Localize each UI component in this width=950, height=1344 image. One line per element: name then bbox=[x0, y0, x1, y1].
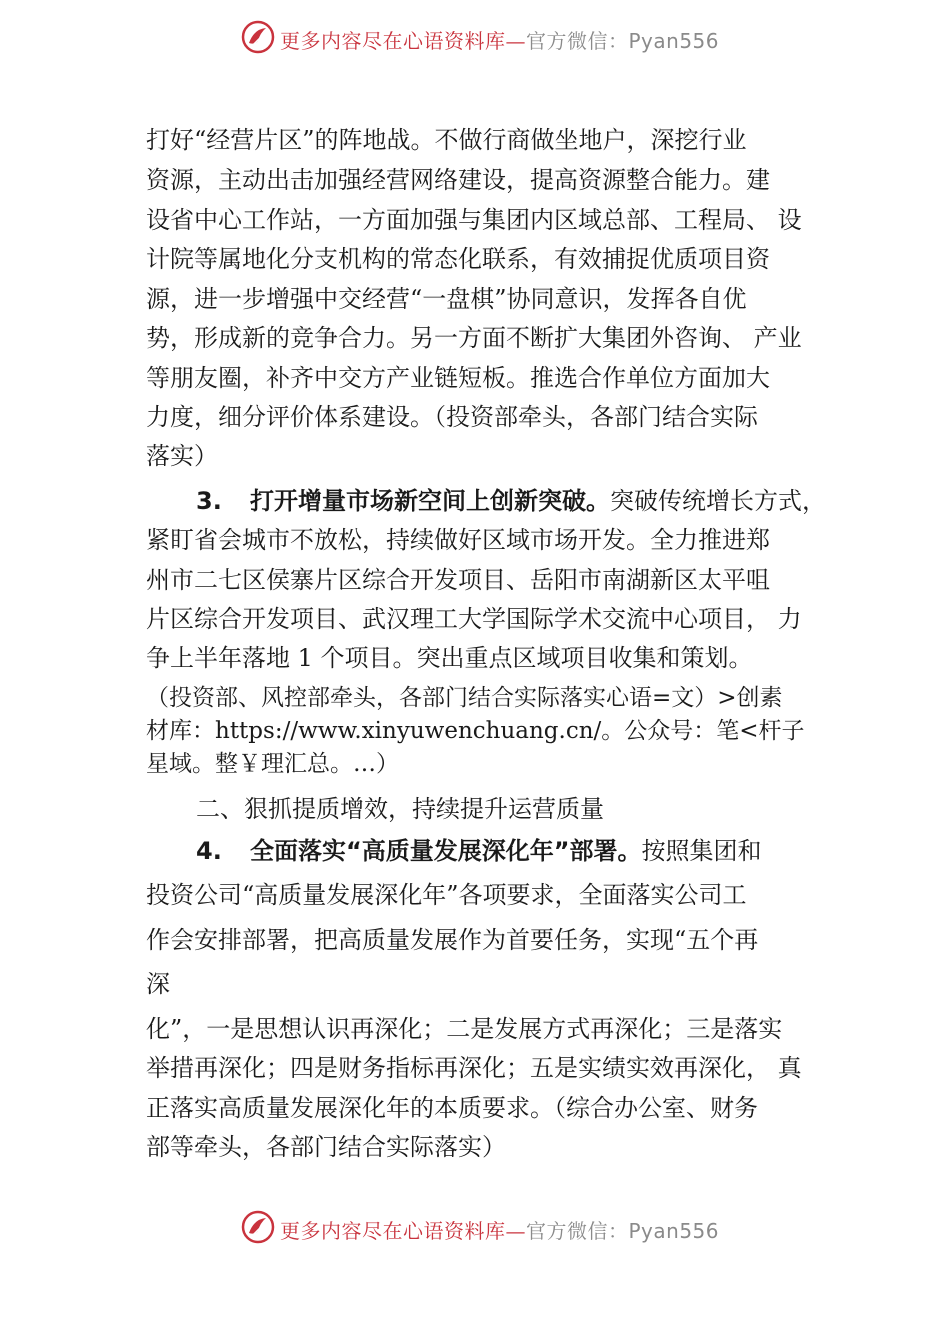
watermark-label: 官方微信： bbox=[526, 1219, 629, 1243]
text-line: 正落实高质量发展深化年的本质要求。（综合办公室、财务 bbox=[146, 1094, 758, 1122]
text-line: 作会安排部署，把高质量发展作为首要任务，实现“五个再 bbox=[146, 926, 759, 954]
watermark-banner-bottom bbox=[0, 1206, 950, 1246]
text-line: 举措再深化；四是财务指标再深化；五是实绩实效再深化， 真 bbox=[146, 1054, 802, 1082]
text-line: 片区综合开发项目、武汉理工大学国际学术交流中心项目， 力 bbox=[146, 605, 802, 633]
brand-logo-icon bbox=[240, 1209, 276, 1245]
text-line: 化”，一是思想认识再深化；二是发展方式再深化；三是落实 bbox=[146, 1015, 783, 1043]
text-line: 投资公司“高质量发展深化年”各项要求，全面落实公司工 bbox=[146, 881, 747, 909]
brand-logo-icon bbox=[240, 19, 276, 55]
watermark-dash: — bbox=[505, 29, 526, 53]
item-3-first-line bbox=[196, 486, 826, 516]
item-heading: 打开增量市场新空间上创新突破。 bbox=[250, 487, 610, 515]
text-line: 等朋友圈，补齐中交方产业链短板。推选合作单位方面加大 bbox=[146, 364, 770, 392]
item-text: 突破传统增长方式， bbox=[610, 487, 826, 515]
text-line: 部等牵头，各部门结合实际落实） bbox=[146, 1133, 506, 1161]
text-line: 势，形成新的竞争合力。另一方面不断扩大集团外咨询、 产业 bbox=[146, 324, 802, 352]
item-number: 4. bbox=[196, 837, 222, 865]
text-line: 计院等属地化分支机构的常态化联系，有效捕捉优质项目资 bbox=[146, 245, 770, 273]
text-line: 争上半年落地 1 个项目。突出重点区域项目收集和策划。 bbox=[146, 644, 753, 672]
text-line: 源，进一步增强中交经营“一盘棋”协同意识，发挥各自优 bbox=[146, 285, 747, 313]
text-line: 设省中心工作站，一方面加强与集团内区域总部、工程局、 设 bbox=[146, 206, 802, 234]
text-line: 落实） bbox=[146, 442, 218, 470]
text-line: 州市二七区侯寨片区综合开发项目、岳阳市南湖新区太平咀 bbox=[146, 566, 770, 594]
watermark-label: 官方微信： bbox=[526, 29, 629, 53]
text-line: 材库：https://www.xinyuwenchuang.cn/。公众号：笔<杆子 bbox=[146, 718, 805, 744]
text-line: 力度，细分评价体系建设。（投资部牵头，各部门结合实际 bbox=[146, 403, 758, 431]
item-4-first-line bbox=[196, 836, 762, 866]
item-text: 按照集团和 bbox=[641, 837, 762, 865]
text-line: 深 bbox=[146, 970, 170, 998]
watermark-id: Pyan556 bbox=[628, 1219, 720, 1243]
section-2-title: 二、狠抓提质增效，持续提升运营质量 bbox=[196, 795, 604, 823]
text-line: 打好“经营片区”的阵地战。不做行商做坐地户，深挖行业 bbox=[146, 126, 747, 154]
watermark-dash: — bbox=[505, 1219, 526, 1243]
watermark-brand: 更多内容尽在心语资料库 bbox=[280, 1219, 506, 1243]
watermark-id: Pyan556 bbox=[628, 29, 720, 53]
text-line: （投资部、风控部牵头，各部门结合实际落实心语=文）>创素 bbox=[146, 685, 783, 711]
watermark-banner-top bbox=[0, 16, 950, 56]
text-line: 星域。整￥理汇总。…） bbox=[146, 751, 399, 777]
text-line: 紧盯省会城市不放松，持续做好区域市场开发。全力推进郑 bbox=[146, 526, 770, 554]
text-line: 资源，主动出击加强经营网络建设，提高资源整合能力。建 bbox=[146, 166, 770, 194]
item-number: 3. bbox=[196, 487, 222, 515]
watermark-brand: 更多内容尽在心语资料库 bbox=[280, 29, 506, 53]
item-heading: 全面落实“高质量发展深化年”部署。 bbox=[250, 837, 642, 865]
